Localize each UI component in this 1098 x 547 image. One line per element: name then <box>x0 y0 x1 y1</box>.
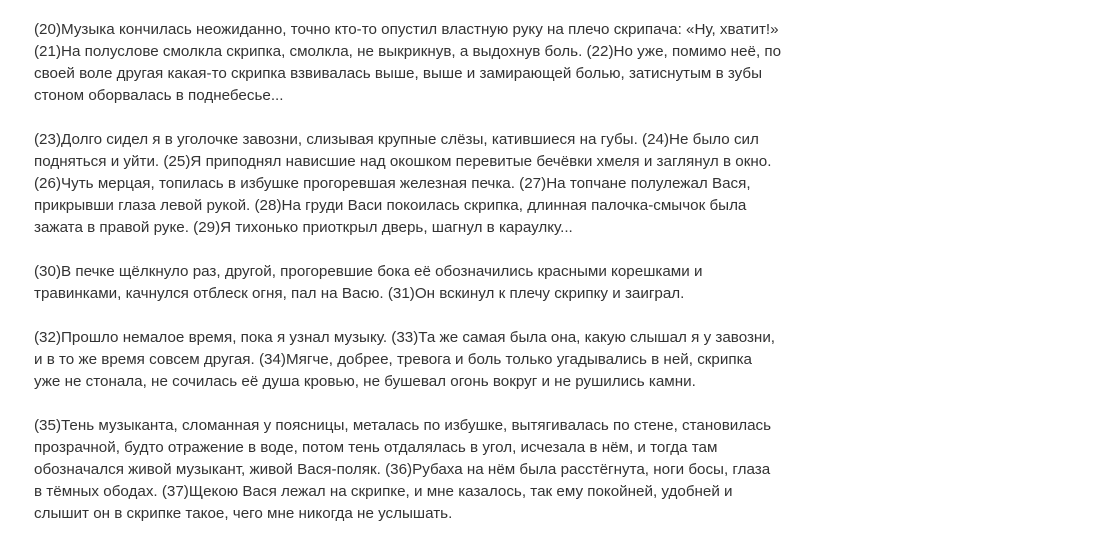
text-line: обозначался живой музыкант, живой Вася-поляк. (36)Рубаха на нём была расстёгнута, ноги босы, глаза <box>34 461 771 478</box>
text-line: зажата в правой руке. (29)Я тихонько приоткрыл дверь, шагнул в караулку... <box>34 219 573 236</box>
text-line: прикрывши глаза левой рукой. (28)На груди Васи покоилась скрипка, длинная палочка-смычок была <box>34 197 747 214</box>
text-line: прозрачной, будто отражение в воде, потом тень отдалялась в угол, исчезала в нём, и тогда там <box>34 439 718 456</box>
paragraph <box>34 261 824 305</box>
text-line: (23)Долго сидел я в уголочке завозни, слизывая крупные слёзы, катившиеся на губы. (24)Не было сил <box>34 131 759 148</box>
paragraph <box>34 415 824 525</box>
text-line: (32)Прошло немалое время, пока я узнал музыку. (33)Та же самая была она, какую слышал я у завозни, <box>34 329 776 346</box>
text-line: (35)Тень музыканта, сломанная у поясницы, металась по избушке, вытягивалась по стене, становилась <box>34 417 772 434</box>
text-line: подняться и уйти. (25)Я приподнял нависшие над окошком перевитые бечёвки хмеля и заглянул в окно. <box>34 153 772 170</box>
text-line: (26)Чуть мерцая, топилась в избушке прогоревшая железная печка. (27)На топчане полулежал Вася, <box>34 175 751 192</box>
paragraph <box>34 19 824 107</box>
text-line: своей воле другая какая-то скрипка взвивалась выше, выше и замирающей болью, затиснутым в зубы <box>34 65 763 82</box>
text-line: (20)Музыка кончилась неожиданно, точно кто-то опустил властную руку на плечо скрипача: «Ну, хватит!» <box>34 21 779 38</box>
paragraph <box>34 327 824 393</box>
text-line: (21)На полуслове смолкла скрипка, смолкла, не выкрикнув, а выдохнув боль. (22)Но уже, помимо неё, по <box>34 43 782 60</box>
text-line: уже не стонала, не сочилась её душа кровью, не бушевал огонь вокруг и не рушились камни. <box>34 373 696 390</box>
text-document <box>34 19 824 547</box>
text-line: слышит он в скрипке такое, чего мне никогда не услышать. <box>34 505 453 522</box>
text-line: стоном оборвалась в поднебесье... <box>34 87 284 104</box>
paragraph <box>34 129 824 239</box>
text-line: и в то же время совсем другая. (34)Мягче, добрее, тревога и боль только угадывались в ней, скрипка <box>34 351 753 368</box>
text-line: (30)В печке щёлкнуло раз, другой, прогоревшие бока её обозначились красными корешками и <box>34 263 703 280</box>
text-line: травинками, качнулся отблеск огня, пал на Васю. (31)Он вскинул к плечу скрипку и заиграл. <box>34 285 685 302</box>
text-line: в тёмных ободах. (37)Щекою Вася лежал на скрипке, и мне казалось, так ему покойней, удобней и <box>34 483 733 500</box>
